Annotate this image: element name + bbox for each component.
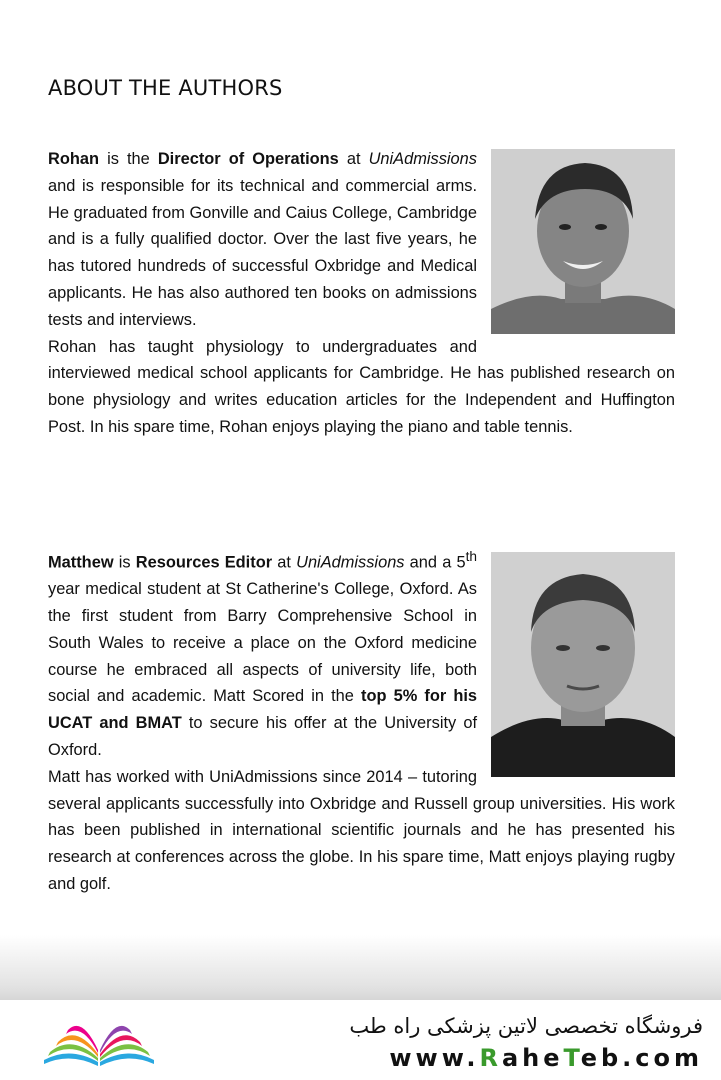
site-url — [389, 1044, 703, 1072]
matthew-ordinal-suffix: th — [465, 549, 477, 564]
page-heading: ABOUT THE AUTHORS — [48, 76, 283, 100]
rohan-org: UniAdmissions — [368, 150, 477, 168]
matthew-paragraph-2: Matt has worked with UniAdmissions since 2014 – tutoring several applicants successfully into Oxbridge and Russell group universities. His work has been published in international scientific journals and he has presented his research at conferences across the globe. In his spare time, Matt enjoys playing rugby and golf. — [48, 767, 675, 894]
matthew-portrait-image — [491, 552, 675, 777]
matthew-text-5: to secure his offer at the University of Oxford. — [48, 714, 477, 760]
rohan-text-1: is the — [99, 150, 158, 168]
matthew-org: UniAdmissions — [296, 553, 405, 572]
matthew-text-2: at — [272, 553, 297, 572]
matthew-role: Resources Editor — [135, 553, 273, 572]
site-url-accent-t: T — [563, 1044, 581, 1072]
rohan-portrait-image — [491, 149, 675, 334]
open-book-logo-icon — [40, 1012, 158, 1068]
rohan-bio — [48, 146, 675, 441]
footer-banner — [0, 1000, 721, 1080]
matthew-text-1: is — [113, 553, 136, 572]
site-url-middle: ahe — [501, 1044, 564, 1072]
rohan-role: Director of Operations — [157, 150, 339, 168]
matthew-photo — [491, 552, 675, 777]
page-shadow — [0, 935, 721, 1003]
matthew-text-3: and a 5 — [404, 553, 466, 572]
matthew-bio — [48, 544, 675, 898]
rohan-photo — [491, 149, 675, 334]
rohan-text-2: at — [338, 150, 369, 168]
rohan-paragraph-2: Rohan has taught physiology to undergraduates and interviewed medical school applicants for Cambridge. He has published research on bone physiology and writes education articles for the Independent and Huffington Post. In his spare time, Rohan enjoys playing the piano and table tennis. — [48, 337, 675, 436]
site-url-accent-r: R — [479, 1044, 502, 1072]
site-url-suffix: eb.com — [580, 1044, 703, 1072]
store-name: فروشگاه تخصصی لاتین پزشکی راه طب — [349, 1014, 703, 1038]
matthew-text-4: year medical student at St Catherine's College, Oxford. As the first student from Barry Comprehensive School in South Wales to receive a place on the Oxford medicine course he embraced all aspects of university life, both social and academic. Matt Scored in the — [48, 580, 477, 706]
rohan-name: Rohan — [48, 150, 99, 168]
site-url-prefix: www. — [389, 1044, 480, 1072]
matthew-highlight: top 5% for his UCAT and BMAT — [48, 687, 477, 733]
matthew-name: Matthew — [48, 553, 114, 572]
rohan-text-3: and is responsible for its technical and commercial arms. He graduated from Gonville and Caius College, Cambridge and is a fully qualified doctor. Over the last five years, he has tutored hundreds of successful Oxbridge and Medical applicants. He has also authored ten books on admissions tests and interviews. — [48, 176, 477, 329]
